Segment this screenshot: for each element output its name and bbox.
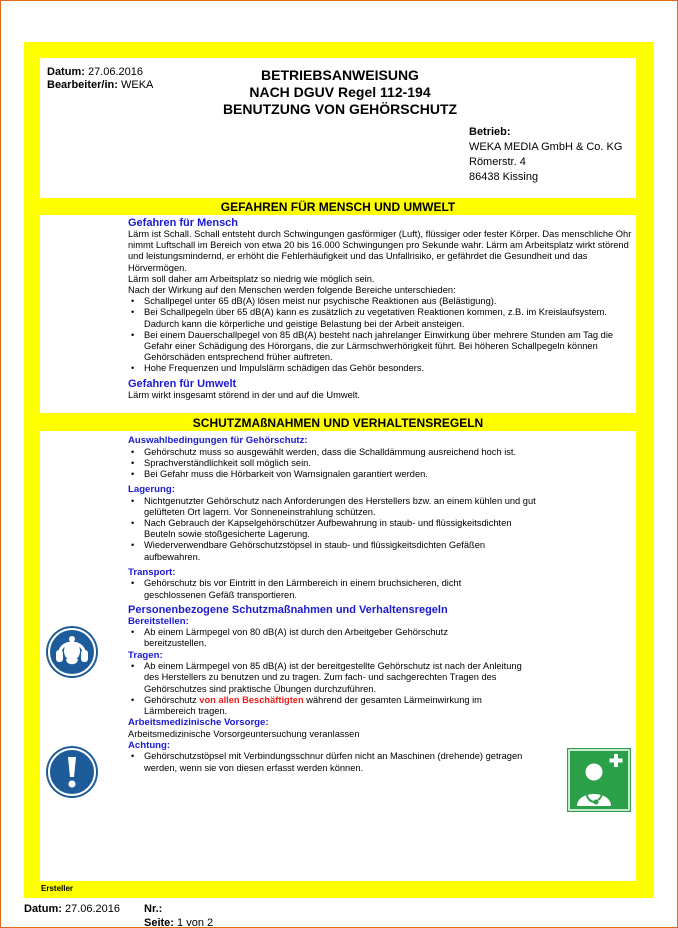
- title-line-3: BENUTZUNG VON GEHÖRSCHUTZ: [222, 101, 458, 117]
- list-item: • Bei einem Dauerschallpegel von 85 dB(A) besteht nach jahrelanger Einwirkung über mehrere Stunden am Tag die Gefahr einer Schädigung des Hörorgans, die zur Lärmschwerhörigkeit führt. Bei höheren Schallpegeln können Gehörschäden entsprechend früher auftreten.: [128, 330, 633, 364]
- hazards-para-1: Lärm ist Schall. Schall entsteht durch Schwingungen gasförmiger (Luft), flüssiger oder fester Körper. Das menschliche Ohr nimmt Luftschall im Bereich von etwa 20 bis 16.000 Schwingungen pro Sekunde wahr. Lärm am Arbeitsplatz wirkt störend und leistungsmindernd, er erhöht die Fehlerhäufigkeit und das Unfallrisiko, er gefährdet die Gesundheit und das Hörvermögen.: [128, 229, 632, 273]
- title-line-2: NACH DGUV Regel 112-194: [249, 84, 431, 100]
- creator-label: Ersteller: [41, 884, 74, 893]
- list-item: • Gehörschutz muss so ausgewählt werden, dass die Schalldämmung ausreichend hoch ist.: [128, 447, 633, 458]
- list-item: • Bei Gefahr muss die Hörbarkeit von Warnsignalen garantiert werden.: [128, 469, 633, 480]
- hazards-content: [128, 217, 633, 401]
- heading-hazards-environment: Gefahren für Umwelt: [128, 377, 237, 390]
- transport-heading: Transport:: [128, 566, 176, 578]
- list-item: • Nach Gebrauch der Kapselgehörschützer Aufbewahrung in staub- und flüssigkeitsdichten Beuteln sowie stoßgesicherte Lagerung.: [128, 518, 633, 540]
- medical-checkup-icon: [567, 748, 631, 812]
- date-label: Datum:: [47, 66, 85, 78]
- transport-list: [128, 578, 633, 600]
- title-line-1: BETRIEBSANWEISUNG: [261, 67, 419, 83]
- list-item: • Bei Schallpegeln über 65 dB(A) kann es zusätzlich zu vegetativen Reaktionen kommen, z.B. im Kreislaufsystem. Dadurch kann die körperliche und geistige Belastung bei der Arbeit ansteigen.: [128, 307, 633, 329]
- company-city: 86438 Kissing: [469, 171, 539, 183]
- wear-heading: Tragen:: [128, 649, 163, 661]
- wear-list: [128, 661, 633, 717]
- general-mandatory-icon: [46, 746, 98, 798]
- provide-heading: Bereitstellen:: [128, 615, 189, 627]
- company-block: [469, 125, 622, 185]
- environment-text: Lärm wirkt insgesamt störend in der und auf die Umwelt.: [128, 389, 361, 400]
- list-item: • Schallpegel unter 65 dB(A) lösen meist nur psychische Reaktionen aus (Belästigung).: [128, 296, 633, 307]
- storage-heading: Lagerung:: [128, 484, 175, 496]
- wear-text-highlight: von allen Beschäftigten: [199, 694, 304, 705]
- footer-page: [144, 917, 213, 928]
- company-street: Römerstr. 4: [469, 156, 526, 168]
- measures-content: [128, 435, 633, 774]
- company-label: Betrieb:: [469, 126, 511, 138]
- selection-list: [128, 447, 633, 481]
- footer-date-label: Datum:: [24, 903, 62, 915]
- hazards-list: [128, 296, 633, 374]
- ear-protection-icon: [46, 626, 98, 678]
- footer-date-value: 27.06.2016: [64, 903, 121, 915]
- list-item: • Nichtgenutzter Gehörschutz nach Anforderungen des Herstellers bzw. an einem kühlen und gut gelüfteten Ort lagern. Vor Sonneneinstrahlung schützen.: [128, 496, 633, 518]
- list-item: • Ab einem Lärmpegel von 80 dB(A) ist durch den Arbeitgeber Gehörschutz bereitzustellen.: [128, 627, 633, 649]
- document-header: [40, 58, 636, 198]
- company-name: WEKA MEDIA GmbH & Co. KG: [469, 141, 623, 153]
- list-item: • Sprachverständlichkeit soll möglich sein.: [128, 458, 633, 469]
- editor-label: Bearbeiter/in:: [47, 79, 118, 91]
- page-title: [180, 67, 500, 118]
- personal-measures-heading: Personenbezogene Schutzmaßnahmen und Verhaltensregeln: [128, 603, 448, 616]
- provide-list: [128, 627, 633, 649]
- section-title-measures: SCHUTZMAßNAHMEN UND VERHALTENSREGELN: [40, 415, 636, 431]
- list-item: • Hohe Frequenzen und Impulslärm schädigen das Gehör besonders.: [128, 363, 633, 374]
- footer-page-value: 1 von 2: [177, 917, 214, 928]
- section-title-hazards: GEFAHREN FÜR MENSCH UND UMWELT: [40, 199, 636, 215]
- medical-heading: Arbeitsmedizinische Vorsorge:: [128, 717, 269, 729]
- selection-heading: Auswahlbedingungen für Gehörschutz:: [128, 435, 308, 446]
- list-item: • Gehörschutz bis vor Eintritt in den Lärmbereich in einem bruchsicheren, dicht geschlossenen Gefäß transportieren.: [128, 578, 633, 600]
- caution-list: [128, 751, 633, 773]
- list-item: • Gehörschutzstöpsel mit Verbindungsschnur dürfen nicht an Maschinen (drehende) getragen werden, wenn sie von diesen erfasst werden können.: [128, 751, 633, 773]
- footer-date: [24, 903, 120, 916]
- footer-page-label: Seite:: [144, 917, 174, 928]
- hazards-para-2: Lärm soll daher am Arbeitsplatz so niedrig wie möglich sein.: [128, 273, 375, 284]
- list-item: [128, 695, 633, 717]
- list-item: • Ab einem Lärmpegel von 85 dB(A) ist der bereitgestellte Gehörschutz ist nach der Anleitung des Herstellers zu benutzen und zu tragen. Zum fach- und sachgerechten Tragen des Gehörschutzes sind praktische Übungen durchzuführen.: [128, 661, 633, 695]
- medical-text: Arbeitsmedizinische Vorsorgeuntersuchung veranlassen: [128, 728, 360, 739]
- wear-text-post: während der gesamten Lärmeinwirkung im Lärmbereich tragen.: [144, 694, 482, 716]
- hazards-para-3: Nach der Wirkung auf den Menschen werden folgende Bereiche unterschieden:: [128, 285, 456, 296]
- measures-block: [40, 431, 636, 881]
- storage-list: [128, 496, 633, 563]
- date-value: 27.06.2016: [87, 66, 144, 78]
- heading-hazards-people: Gefahren für Mensch: [128, 217, 239, 229]
- wear-text-pre: Gehörschutz: [144, 694, 200, 705]
- meta-info: [47, 66, 153, 92]
- list-item: • Wiederverwendbare Gehörschutzstöpsel in staub- und flüssigkeitsdichten Gefäßen aufbewahren.: [128, 540, 633, 562]
- caution-heading: Achtung:: [128, 739, 171, 751]
- footer-nr-label: Nr.:: [144, 903, 163, 915]
- editor-value: WEKA: [120, 79, 154, 91]
- hazards-block: [40, 215, 636, 413]
